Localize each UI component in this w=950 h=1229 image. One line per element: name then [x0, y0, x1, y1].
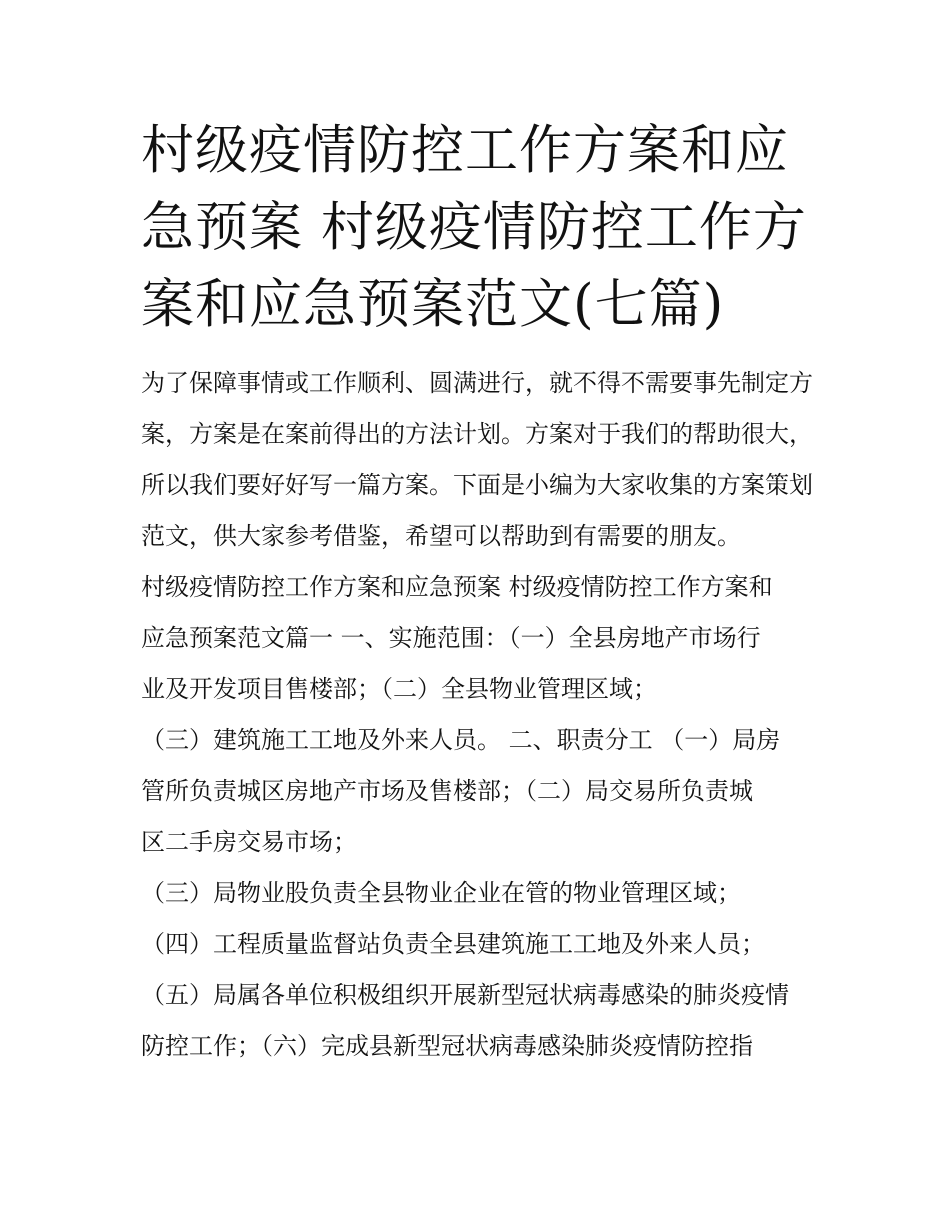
body-line: 区二手房交易市场；	[141, 828, 357, 856]
body-line: （三）局物业股负责全县物业企业在管的物业管理区域；	[141, 879, 741, 907]
body-line: 应急预案范文篇一 一、实施范围：（一）全县房地产市场行	[141, 624, 761, 652]
body-line: 管所负责城区房地产市场及售楼部；（二）局交易所负责城	[141, 777, 753, 805]
document-page	[141, 112, 821, 1072]
body-line: 业及开发项目售楼部；（二）全县物业管理区域；	[141, 675, 657, 703]
body-line: （三）建筑施工工地及外来人员。 二、职责分工 （一）局房	[141, 726, 781, 754]
body-line: 防控工作；（六）完成县新型冠状病毒感染肺炎疫情防控指	[141, 1032, 753, 1060]
body-line: 村级疫情防控工作方案和应急预案 村级疫情防控工作方案和	[141, 573, 773, 601]
body-text	[141, 562, 821, 1072]
body-line: （五）局属各单位积极组织开展新型冠状病毒感染的肺炎疫情	[141, 981, 789, 1009]
body-line: （四）工程质量监督站负责全县建筑施工工地及外来人员；	[141, 930, 765, 958]
document-title: 村级疫情防控工作方案和应急预案 村级疫情防控工作方案和应急预案范文(七篇)	[141, 120, 807, 335]
intro-paragraph: 为了保障事情或工作顺利、圆满进行，就不得不需要事先制定方案，方案是在案前得出的方法计划。方案对于我们的帮助很大，所以我们要好好写一篇方案。下面是小编为大家收集的方案策划范文，供大家参考借鉴，希望可以帮助到有需要的朋友。	[141, 369, 813, 550]
